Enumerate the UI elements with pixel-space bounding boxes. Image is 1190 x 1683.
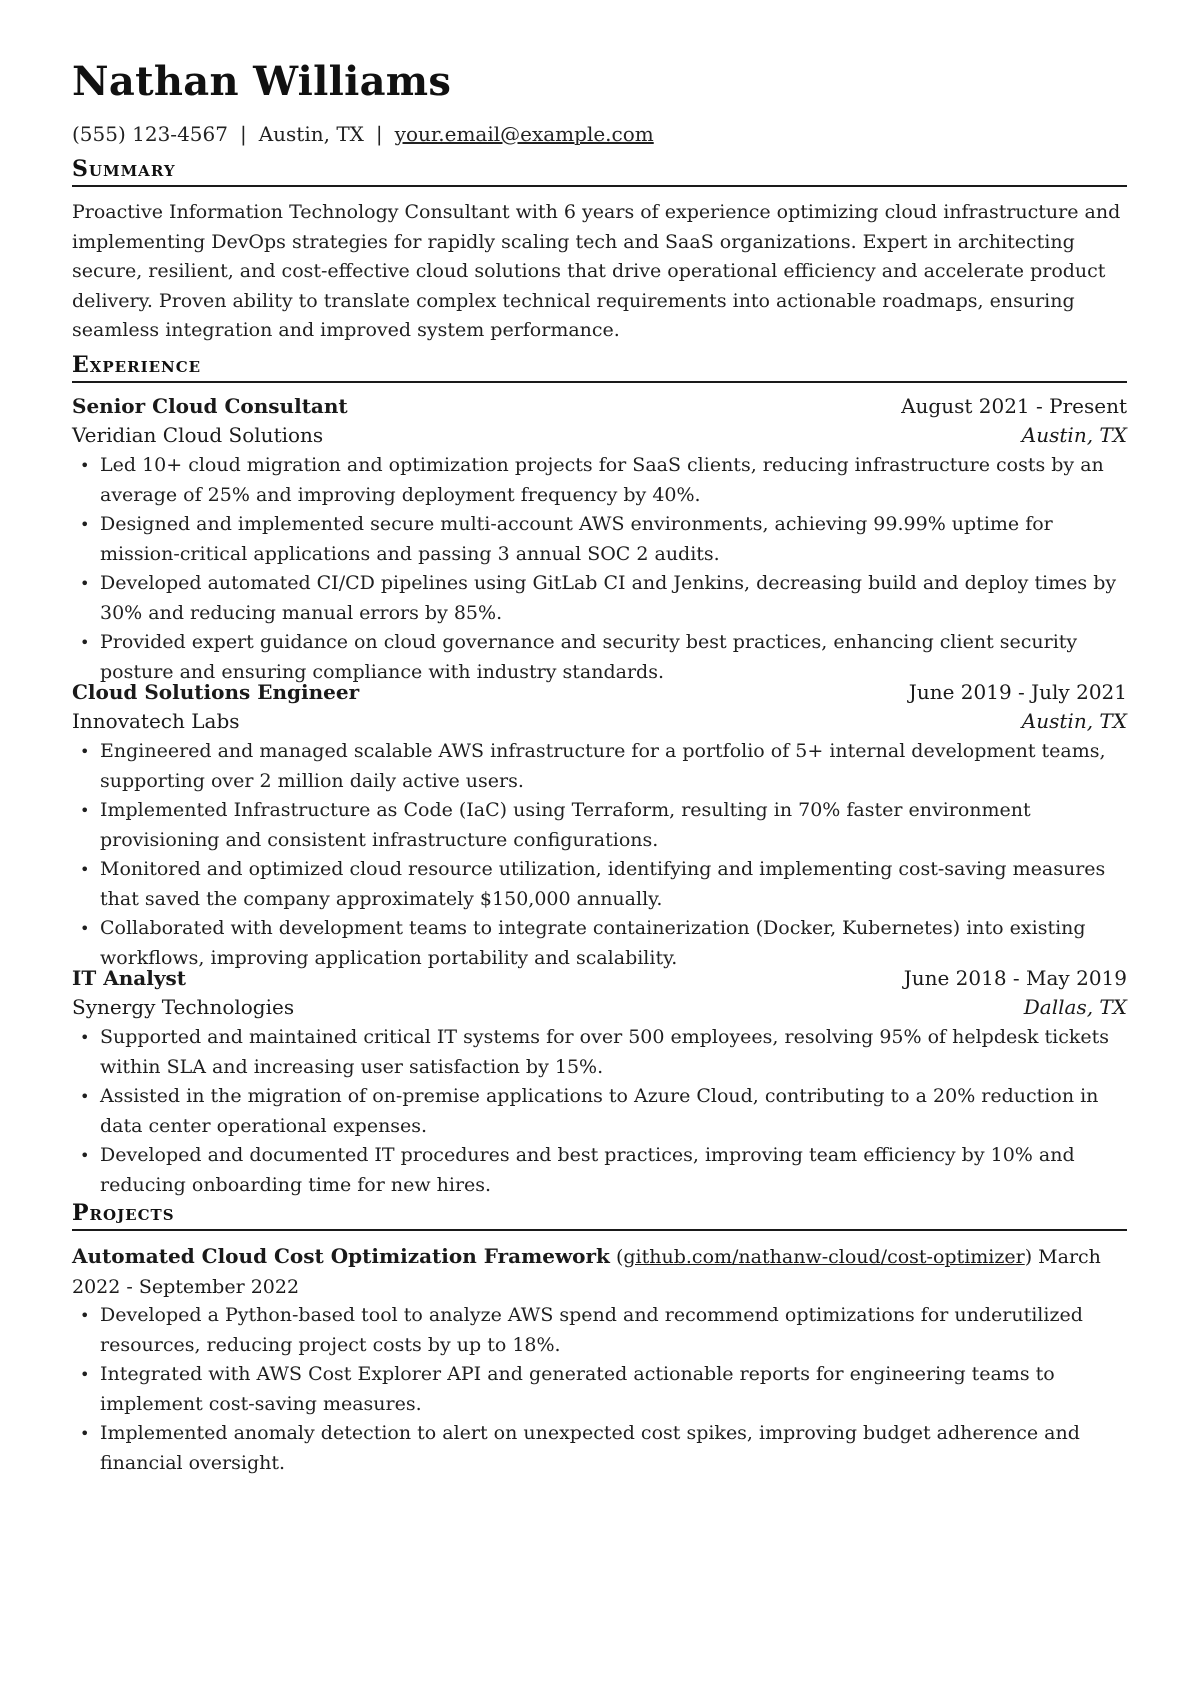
job-header [72,394,1127,423]
job-company: Veridian Cloud Solutions [72,423,324,447]
job-title: Senior Cloud Consultant [72,394,348,418]
project-title: Automated Cloud Cost Optimization Framework [72,1244,610,1268]
project-link[interactable]: github.com/nathanw-cloud/cost-optimizer [623,1246,1025,1268]
summary-text: Proactive Information Technology Consultant with 6 years of experience optimizing cloud infrastructure and implementing DevOps strategies for rapidly scaling tech and SaaS organizations. Expert in architecting secure, resilient, and cost-effective cloud solutions that drive operational efficiency and accelerate product delivery. Proven ability to translate complex technical requirements into actionable roadmaps, ensuring seamless integration and improved system performance. [72,201,1121,341]
job-header [72,680,1127,709]
bullet-item: • Developed a Python-based tool to analyze AWS spend and recommend optimizations for underutilized resources, reducing project costs by up to 18%. [72,1301,1127,1360]
experience-heading: Experience [72,352,1127,383]
candidate-name: Nathan Williams [72,58,452,105]
bullet-icon: • [80,1306,90,1325]
bullet-icon: • [80,515,90,534]
bullet-item: • Designed and implemented secure multi-account AWS environments, achieving 99.99% uptime for mission-critical applications and passing 3 annual SOC 2 audits. [72,510,1127,569]
job-company: Innovatech Labs [72,709,240,733]
bullet-icon: • [80,1365,90,1384]
contact-separator: | [239,122,247,146]
bullet-icon: • [80,574,90,593]
bullet-item: • Provided expert guidance on cloud governance and security best practices, enhancing client security posture and ensuring compliance with industry standards. [72,628,1127,687]
email-link[interactable]: your.email@example.com [394,122,654,146]
bullet-item: • Assisted in the migration of on-premise applications to Azure Cloud, contributing to a 20% reduction in data center operational expenses. [72,1082,1127,1141]
job-title: IT Analyst [72,966,186,990]
bullet-icon: • [80,801,90,820]
bullet-icon: • [80,1087,90,1106]
bullet-item: • Supported and maintained critical IT systems for over 500 employees, resolving 95% of helpdesk tickets within SLA and increasing user satisfaction by 15%. [72,1023,1127,1082]
job-company-row [72,995,1127,1024]
job-dates: June 2019 - July 2021 [908,680,1127,704]
bullet-icon: • [80,1028,90,1047]
project-bullets [72,1301,1127,1478]
bullet-item: • Led 10+ cloud migration and optimization projects for SaaS clients, reducing infrastructure costs by an average of 25% and improving deployment frequency by 40%. [72,451,1127,510]
job-header [72,966,1127,995]
bullet-icon: • [80,742,90,761]
bullet-item: • Integrated with AWS Cost Explorer API and generated actionable reports for engineering teams to implement cost-saving measures. [72,1360,1127,1419]
bullet-icon: • [80,456,90,475]
bullet-item: • Engineered and managed scalable AWS infrastructure for a portfolio of 5+ internal development teams, supporting over 2 million daily active users. [72,737,1127,796]
job-company-row [72,423,1127,452]
job-dates: August 2021 - Present [901,394,1127,418]
job-bullets [72,451,1127,687]
projects-heading: Projects [72,1200,1127,1231]
job-bullets [72,737,1127,973]
job-company-row [72,709,1127,738]
job-title: Cloud Solutions Engineer [72,680,360,704]
location: Austin, TX [258,122,364,146]
contact-line [72,122,654,146]
summary-heading: Summary [72,156,1127,187]
bullet-icon: • [80,860,90,879]
project-dates: March 2022 - September 2022 [72,1246,1101,1298]
project-header: Automated Cloud Cost Optimization Framework (github.com/nathanw-cloud/cost-optimizer) March 2022 - September 2022 [72,1244,1101,1298]
bullet-item: • Monitored and optimized cloud resource utilization, identifying and implementing cost-saving measures that saved the company approximately $150,000 annually. [72,855,1127,914]
job-location: Dallas, TX [1023,995,1127,1019]
job-dates: June 2018 - May 2019 [903,966,1127,990]
bullet-item: • Developed automated CI/CD pipelines using GitLab CI and Jenkins, decreasing build and deploy times by 30% and reducing manual errors by 85%. [72,569,1127,628]
bullet-item: • Implemented anomaly detection to alert on unexpected cost spikes, improving budget adherence and financial oversight. [72,1419,1127,1478]
phone-number: (555) 123-4567 [72,122,228,146]
bullet-item: • Collaborated with development teams to integrate containerization (Docker, Kubernetes) into existing workflows, improving application portability and scalability. [72,914,1127,973]
bullet-item: • Implemented Infrastructure as Code (IaC) using Terraform, resulting in 70% faster environment provisioning and consistent infrastructure configurations. [72,796,1127,855]
job-company: Synergy Technologies [72,995,295,1019]
bullet-icon: • [80,1146,90,1165]
contact-separator: | [375,122,383,146]
job-bullets [72,1023,1127,1200]
bullet-icon: • [80,919,90,938]
bullet-item: • Developed and documented IT procedures and best practices, improving team efficiency by 10% and reducing onboarding time for new hires. [72,1141,1127,1200]
bullet-icon: • [80,633,90,652]
bullet-icon: • [80,1424,90,1443]
job-location: Austin, TX [1021,709,1127,733]
job-location: Austin, TX [1021,423,1127,447]
